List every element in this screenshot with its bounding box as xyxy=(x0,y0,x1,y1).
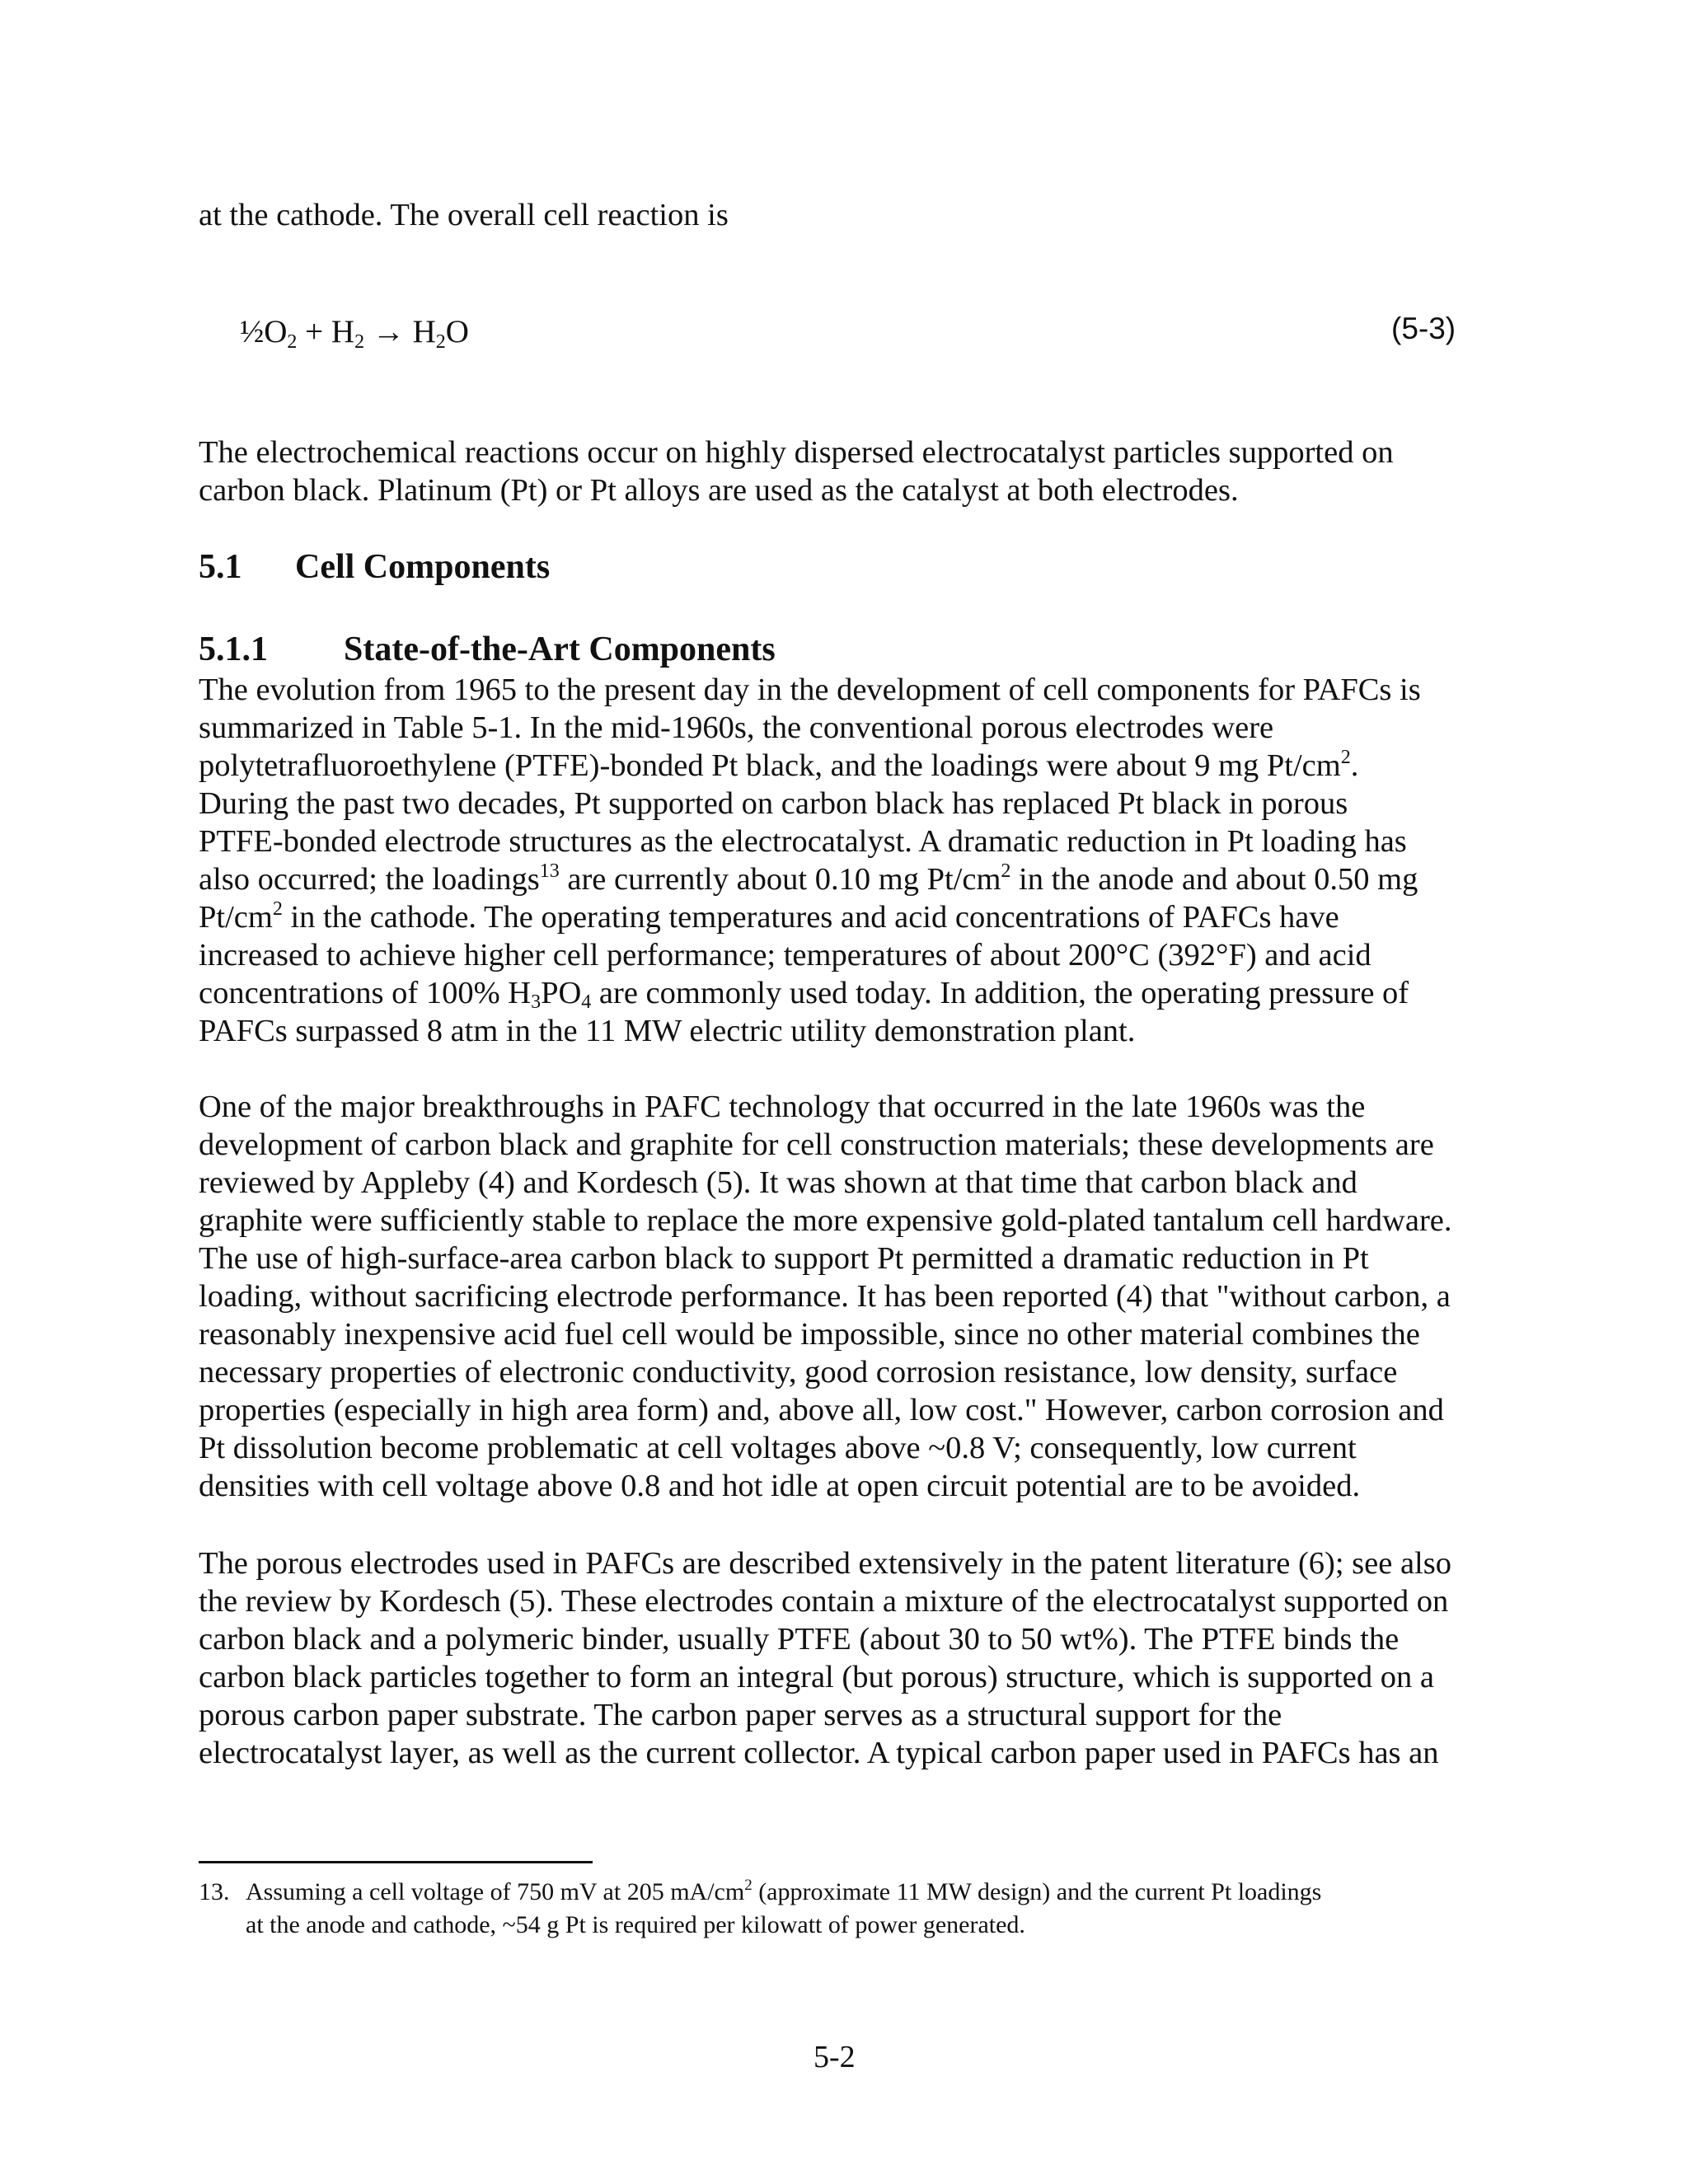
para2-line: $Pt/cm^2$ in the cathode. The operating temperatures and acid concentrations of PAFCs have xyxy=(199,898,1339,935)
subsection-title: State-of-the-Art Components xyxy=(344,630,776,668)
para3-line: The use of high-surface-area carbon black to support Pt permitted a dramatic reduction in Pt xyxy=(199,1241,1369,1276)
equation-half: ½ xyxy=(240,314,265,349)
equation-o-sub: 2 xyxy=(287,331,298,353)
equation-h-sub: 2 xyxy=(354,331,365,353)
equation-w-sub: 2 xyxy=(435,331,446,353)
para2-line: PAFCs surpassed 8 atm in the 11 MW electric utility demonstration plant. xyxy=(199,1014,1136,1048)
para3-line: graphite were sufficiently stable to replace the more expensive gold-plated tantalum cell hardware. xyxy=(199,1203,1452,1238)
equation-plus-h: + H xyxy=(297,314,355,349)
para2-line: polytetrafluoroethylene (PTFE)-bonded Pt black, and the loadings were about 9 mg $Pt/cm^2$. xyxy=(199,747,1359,783)
para3-line: densities with cell voltage above 0.8 and hot idle at open circuit potential are to be avoided. xyxy=(199,1469,1361,1503)
para3-line: Pt dissolution become problematic at cell voltages above ~0.8 V; consequently, low current xyxy=(199,1431,1357,1465)
footnote-ref[interactable]: 13 xyxy=(539,860,560,882)
footnote-divider xyxy=(199,1861,593,1863)
para3-line: One of the major breakthroughs in PAFC technology that occurred in the late 1960s was the xyxy=(199,1090,1366,1124)
para2-line: The evolution from 1965 to the present day in the development of cell components for PAFCs is xyxy=(199,673,1421,707)
para3-line: development of carbon black and graphite for cell construction materials; these developments are xyxy=(199,1127,1434,1162)
equation-o: O xyxy=(264,314,288,349)
footnote-marker: 13. xyxy=(199,1878,230,1905)
para4-line: carbon black and a polymeric binder, usually PTFE (about 30 to 50 wt%). The PTFE binds the xyxy=(199,1622,1400,1657)
reaction-equation xyxy=(240,313,469,354)
para3-line: reviewed by Appleby (4) and Kordesch (5). It was shown at that time that carbon black and xyxy=(199,1165,1357,1200)
equation-arrow-h: → H xyxy=(364,314,436,349)
section-number: 5.1 xyxy=(199,548,242,586)
subsection-number: 5.1.1 xyxy=(199,630,268,668)
para3-line: loading, without sacrificing electrode performance. It has been reported (4) that "without carbon, a xyxy=(199,1279,1451,1314)
equation-tail: O xyxy=(445,314,469,349)
para3-line: properties (especially in high area form) and, above all, low cost." However, carbon corrosion and xyxy=(199,1393,1444,1427)
para2-line: also occurred; the loadings$^{13}$ are currently about 0.10 mg $Pt/cm^2$ in the anode and about 0.50 mg xyxy=(199,860,1418,897)
para4-line: electrocatalyst layer, as well as the current collector. A typical carbon paper used in PAFCs has an xyxy=(199,1736,1439,1770)
equation-number: (5-3) xyxy=(1391,312,1456,345)
para2-line: summarized in Table 5-1. In the mid-1960s, the conventional porous electrodes were xyxy=(199,710,1274,745)
para2-line: increased to achieve higher cell performance; temperatures of about 200°C (392°F) and acid xyxy=(199,938,1372,972)
para1-line: The electrochemical reactions occur on highly dispersed electrocatalyst particles supported on xyxy=(199,435,1394,470)
para3-line: necessary properties of electronic conductivity, good corrosion resistance, low density, surface xyxy=(199,1355,1398,1390)
para2-line: concentrations of 100% $H_3PO_4$ are commonly used today. In addition, the operating pressure of xyxy=(199,976,1409,1013)
para3-line: reasonably inexpensive acid fuel cell would be impossible, since no other material combines the xyxy=(199,1317,1420,1352)
footnote-line: Assuming a cell voltage of 750 mV at 205 $mA/cm^2$ (approximate 11 MW design) and the current Pt loadings xyxy=(246,1877,1322,1905)
para2-line: PTFE-bonded electrode structures as the electrocatalyst. A dramatic reduction in Pt loading has xyxy=(199,824,1407,859)
para1-line: carbon black. Platinum (Pt) or Pt alloys are used as the catalyst at both electrodes. xyxy=(199,473,1239,508)
para4-line: The porous electrodes used in PAFCs are described extensively in the patent literature (6); see also xyxy=(199,1546,1451,1581)
para4-line: the review by Kordesch (5). These electrodes contain a mixture of the electrocatalyst supported on xyxy=(199,1584,1449,1619)
para4-line: porous carbon paper substrate. The carbon paper serves as a structural support for the xyxy=(199,1698,1282,1732)
footnote-line: at the anode and cathode, ~54 g Pt is required per kilowatt of power generated. xyxy=(246,1911,1025,1938)
para2-line: During the past two decades, Pt supported on carbon black has replaced Pt black in porous xyxy=(199,786,1348,821)
intro-line: at the cathode. The overall cell reaction is xyxy=(199,198,729,232)
page-number: 5-2 xyxy=(814,2040,856,2074)
para4-line: carbon black particles together to form an integral (but porous) structure, which is supported on a xyxy=(199,1660,1434,1694)
section-title: Cell Components xyxy=(295,548,551,586)
